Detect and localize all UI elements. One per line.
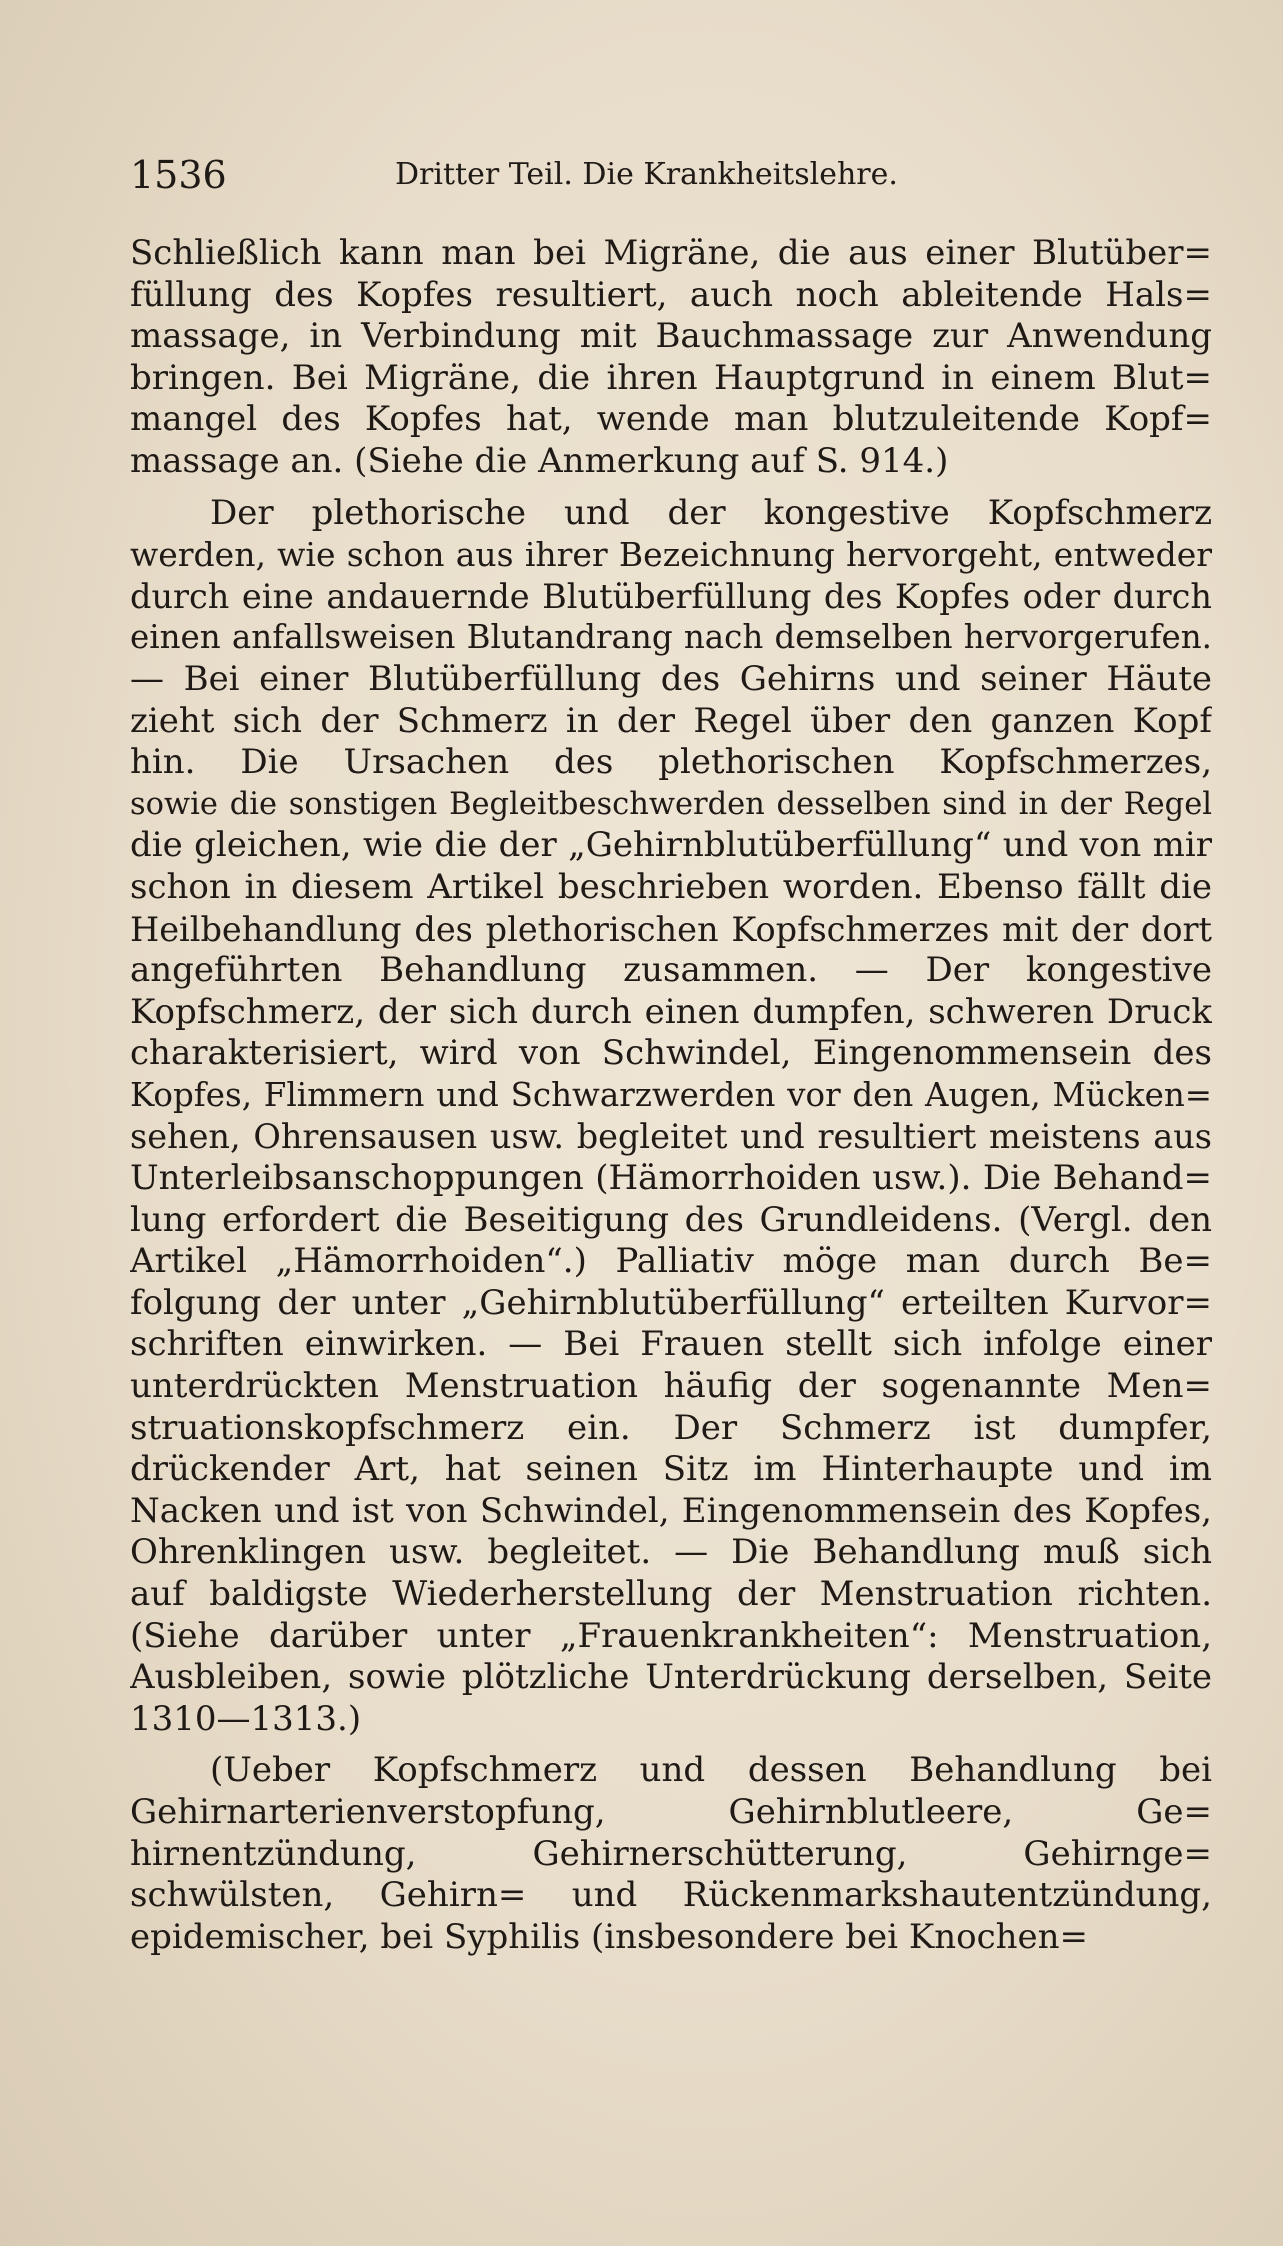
text-line: schriften einwirken. — Bei Frauen stellt sich infolge einer [130,1324,1212,1365]
text-line: zieht sich der Schmerz in der Regel über den ganzen Kopf [130,700,1212,741]
text-line: Gehirnarterienverstopfung, Gehirnblutleere, Ge= [130,1791,1212,1832]
text-line: (Siehe darüber unter „Frauenkrankheiten“: Menstruation, [130,1615,1212,1656]
text-line: Heilbehandlung des plethorischen Kopfschmerzes mit der dort [130,909,1212,949]
text-line: schwülsten, Gehirn= und Rückenmarkshautentzündung, [130,1875,1212,1916]
text-line: Kopfes, Flimmern und Schwarzwerden vor den Augen, Mücken= [130,1075,1212,1114]
text-line: durch eine andauernde Blutüberfüllung des Kopfes oder durch [130,576,1212,616]
text-line: (Ueber Kopfschmerz und dessen Behandlung bei [210,1750,1212,1791]
text-line: Ausbleiben, sowie plötzliche Unterdrückung derselben, Seite [130,1657,1212,1698]
text-line: werden, wie schon aus ihrer Bezeichnung hervorgeht, entweder [130,535,1212,575]
text-line: auf baldigste Wiederherstellung der Menstruation richten. [130,1574,1212,1614]
text-line: struationskopfschmerz ein. Der Schmerz ist dumpfer, [130,1407,1212,1448]
text-line: einen anfallsweisen Blutandrang nach demselben hervorgerufen. [130,618,1212,657]
text-line: hin. Die Ursachen des plethorischen Kopfschmerzes, [130,742,1212,783]
text-line: drückender Art, hat seinen Sitz im Hinterhaupte und im [130,1449,1212,1490]
text-line: unterdrückten Menstruation häufig der sogenannte Men= [130,1366,1212,1407]
text-line: die gleichen, wie die der „Gehirnblutüberfüllung“ und von mir [130,825,1212,866]
text-line: sowie die sonstigen Begleitbeschwerden desselben sind in der Regel [130,786,1212,822]
paragraph [130,493,1212,1741]
text-line: hirnentzündung, Gehirnerschütterung, Gehirnge= [130,1833,1212,1874]
page-number: 1536 [130,153,227,197]
text-line: lung erfordert die Beseitigung des Grundleidens. (Vergl. den [130,1199,1212,1240]
paragraph [130,233,1212,483]
running-head: Dritter Teil. Die Krankheitslehre. [395,157,898,192]
text-line: Artikel „Hämorrhoiden“.) Palliativ möge man durch Be= [130,1241,1212,1282]
text-line: Schließlich kann man bei Migräne, die aus einer Blutüber= [130,233,1212,273]
text-line: Nacken und ist von Schwindel, Eingenommensein des Kopfes, [130,1490,1212,1531]
text-line: Kopfschmerz, der sich durch einen dumpfen, schweren Druck [130,991,1212,1032]
text-line: — Bei einer Blutüberfüllung des Gehirns und seiner Häute [130,658,1212,699]
text-line: folgung der unter „Gehirnblutüberfüllung“ erteilten Kurvor= [130,1282,1212,1323]
text-line: 1310—1313.) [130,1698,362,1739]
text-line: massage an. (Siehe die Anmerkung auf S. 914.) [130,440,949,481]
text-line: schon in diesem Artikel beschrieben worden. Ebenso fällt die [130,866,1212,907]
text-line: angeführten Behandlung zusammen. — Der kongestive [130,950,1212,991]
text-line: Unterleibsanschoppungen (Hämorrhoiden usw.). Die Behand= [130,1158,1212,1199]
text-line: mangel des Kopfes hat, wende man blutzuleitende Kopf= [130,399,1212,440]
page-header [130,150,1210,200]
text-line: bringen. Bei Migräne, die ihren Hauptgrund in einem Blut= [130,357,1212,398]
text-line: Ohrenklingen usw. begleitet. — Die Behandlung muß sich [130,1532,1212,1573]
text-line: massage, in Verbindung mit Bauchmassage zur Anwendung [130,316,1212,357]
body-text [130,233,1212,2043]
text-line: sehen, Ohrensausen usw. begleitet und resultiert meistens aus [130,1117,1212,1157]
text-line: charakterisiert, wird von Schwindel, Eingenommensein des [130,1033,1212,1074]
text-line: Der plethorische und der kongestive Kopfschmerz [210,492,1212,533]
text-line: füllung des Kopfes resultiert, auch noch ableitende Hals= [130,274,1212,315]
text-line: epidemischer, bei Syphilis (insbesondere bei Knochen= [130,1916,1089,1957]
paragraph [130,1750,1212,1958]
